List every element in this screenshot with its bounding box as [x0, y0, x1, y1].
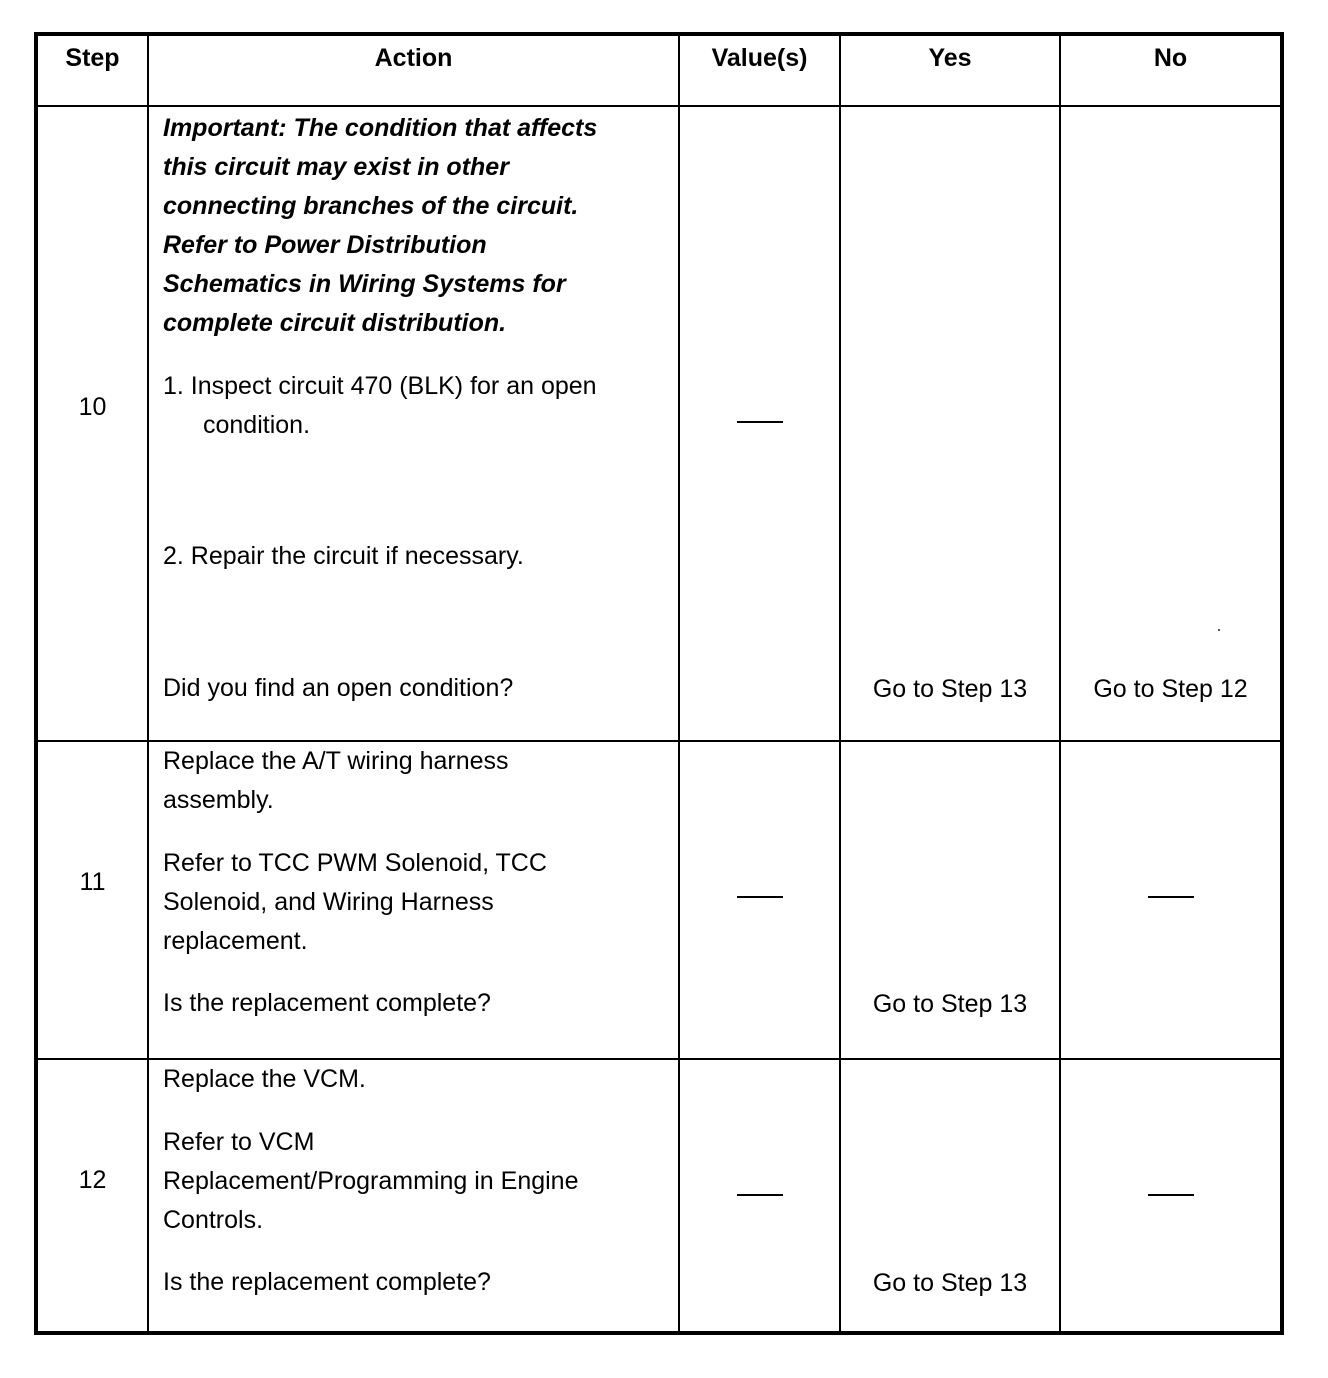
step-cell: [36, 741, 148, 1059]
step-number: 10: [78, 393, 107, 421]
important-line: connecting branches of the circuit.: [163, 192, 579, 220]
diagnostic-table: [34, 32, 1284, 1335]
header-row: [36, 34, 1282, 106]
action-line: assembly.: [163, 786, 274, 814]
empty-dash: [1148, 1194, 1194, 1196]
action-paragraph: [163, 844, 670, 961]
item-line: 1. Inspect circuit 470 (BLK) for an open: [163, 372, 597, 400]
header-yes: Yes: [840, 34, 1060, 106]
value-cell: [679, 1059, 840, 1333]
important-line: complete circuit distribution.: [163, 309, 507, 337]
scan-speck: [1218, 629, 1220, 631]
action-line: Replace the A/T wiring harness: [163, 747, 509, 775]
step-number: 11: [79, 868, 106, 896]
action-line: Refer to TCC PWM Solenoid, TCC: [163, 849, 547, 877]
header-values: Value(s): [679, 34, 840, 106]
header-no: No: [1060, 34, 1282, 106]
action-paragraph: [163, 1123, 670, 1240]
step-cell: [36, 1059, 148, 1333]
action-line: Replacement/Programming in Engine: [163, 1167, 579, 1195]
item-line: condition.: [203, 411, 311, 439]
empty-dash: [737, 1194, 783, 1196]
question: Did you find an open condition?: [163, 674, 514, 702]
yes-cell: [840, 741, 1060, 1059]
header-step: Step: [36, 34, 148, 106]
action-line: Controls.: [163, 1206, 264, 1234]
important-line: this circuit may exist in other: [163, 153, 509, 181]
empty-dash: [1148, 896, 1194, 898]
no-cell: [1060, 1059, 1282, 1333]
empty-dash: [737, 421, 783, 423]
yes-result: Go to Step 13: [872, 990, 1028, 1018]
table-row: [36, 106, 1282, 741]
empty-dash: [737, 896, 783, 898]
no-result: Go to Step 12: [1093, 675, 1248, 703]
action-cell: [148, 741, 679, 1059]
yes-cell: [840, 106, 1060, 741]
yes-cell: [840, 1059, 1060, 1333]
question: Is the replacement complete?: [163, 1268, 491, 1296]
table-row: [36, 1059, 1282, 1333]
step-cell: [36, 106, 148, 741]
header-action: Action: [148, 34, 679, 106]
action-line: Solenoid, and Wiring Harness: [163, 888, 494, 916]
value-cell: [679, 106, 840, 741]
step-number: 12: [78, 1166, 107, 1194]
question: Is the replacement complete?: [163, 989, 491, 1017]
no-cell: [1060, 106, 1282, 741]
step-item-1: [163, 367, 670, 445]
value-cell: [679, 741, 840, 1059]
action-cell: [148, 1059, 679, 1333]
yes-result: Go to Step 13: [872, 675, 1028, 703]
important-line: Important: The condition that affects: [163, 114, 598, 142]
action-line: Refer to VCM: [163, 1128, 315, 1156]
action-line: replacement.: [163, 927, 308, 955]
table-row: [36, 741, 1282, 1059]
action-paragraph: [163, 742, 670, 820]
step-item-2: 2. Repair the circuit if necessary.: [163, 542, 524, 570]
yes-result: Go to Step 13: [872, 1269, 1028, 1297]
important-line: Schematics in Wiring Systems for: [163, 270, 566, 298]
important-line: Refer to Power Distribution: [163, 231, 487, 259]
important-note: [163, 109, 670, 343]
no-cell: [1060, 741, 1282, 1059]
action-cell: [148, 106, 679, 741]
action-paragraph: Replace the VCM.: [163, 1065, 366, 1093]
